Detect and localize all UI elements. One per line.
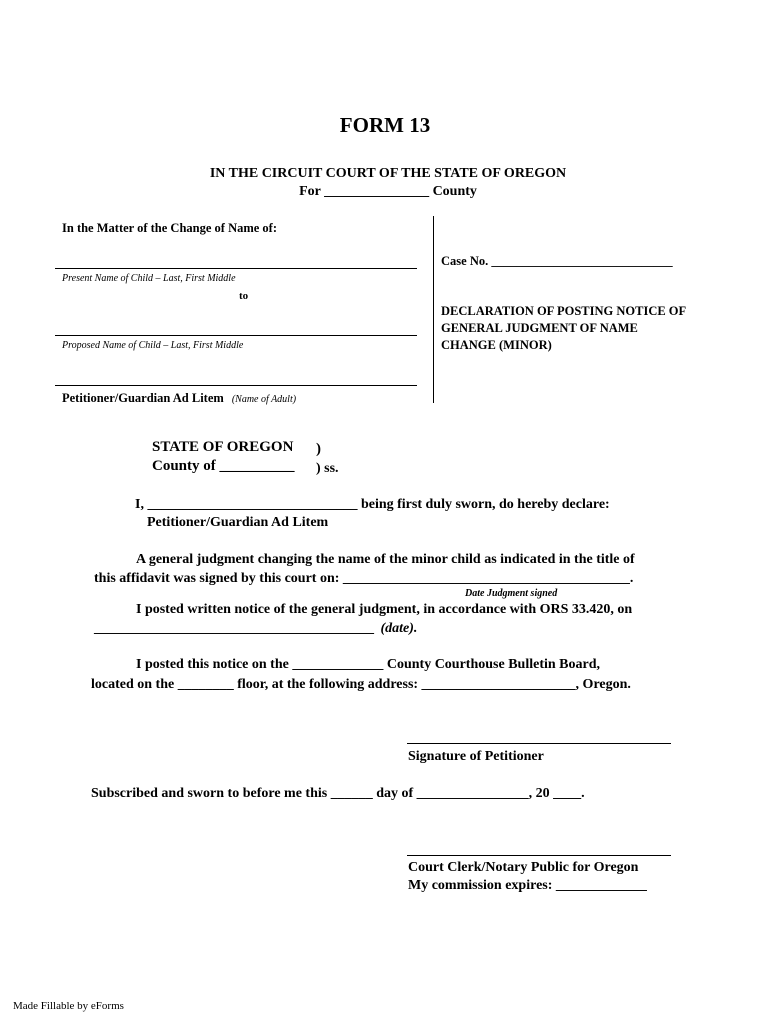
document-title-line-1: DECLARATION OF POSTING NOTICE OF	[441, 304, 687, 318]
present-name-field[interactable]	[55, 268, 417, 269]
subscribed-line[interactable]: Subscribed and sworn to before me this ______ day of ________________, 20 ____.	[91, 786, 585, 801]
form-number-title: FORM 13	[339, 113, 431, 137]
venue-paren: )	[316, 441, 321, 457]
proposed-name-label: Proposed Name of Child – Last, First Middle	[62, 340, 244, 351]
court-heading: IN THE CIRCUIT COURT OF THE STATE OF OREGON	[209, 166, 567, 181]
paragraph-3-line-2[interactable]: located on the ________ floor, at the following address: ______________________, Oregon.	[91, 677, 631, 692]
clerk-signature-label: Court Clerk/Notary Public for Oregon	[408, 860, 639, 875]
paragraph-1-line-1: A general judgment changing the name of the minor child as indicated in the title of	[136, 552, 635, 567]
present-name-label: Present Name of Child – Last, First Middle	[62, 273, 236, 284]
declarant-label: Petitioner/Guardian Ad Litem	[147, 515, 329, 530]
declarant-line[interactable]: I, ______________________________ being first duly sworn, do hereby declare:	[135, 497, 610, 512]
matter-label: In the Matter of the Change of Name of:	[62, 221, 278, 235]
clerk-signature-line[interactable]	[407, 855, 671, 856]
petitioner-name-field[interactable]	[55, 385, 417, 386]
paragraph-2-line-2[interactable]	[94, 621, 417, 637]
posting-date-field[interactable]: ________________________________________	[94, 621, 374, 636]
paragraph-3-line-1[interactable]: I posted this notice on the _____________ County Courthouse Bulletin Board,	[136, 657, 600, 672]
venue-state: STATE OF OREGON	[152, 439, 294, 455]
caption-divider	[433, 216, 434, 403]
case-number-field[interactable]: Case No. _____________________________	[441, 254, 673, 268]
venue-ss: ) ss.	[316, 461, 339, 476]
county-heading[interactable]: For _______________ County	[299, 184, 477, 199]
petitioner-sublabel: (Name of Adult)	[231, 394, 297, 405]
date-label: (date).	[380, 621, 418, 636]
paragraph-1-line-2[interactable]: this affidavit was signed by this court on: _________________________________________.	[94, 571, 634, 586]
petitioner-signature-label: Signature of Petitioner	[408, 749, 544, 764]
commission-expires-field[interactable]: My commission expires: _____________	[408, 878, 647, 893]
petitioner-label: Petitioner/Guardian Ad Litem	[62, 391, 224, 405]
proposed-name-field[interactable]	[55, 335, 417, 336]
document-title-line-2: GENERAL JUDGMENT OF NAME	[441, 321, 638, 335]
date-judgment-label: Date Judgment signed	[465, 588, 558, 599]
petitioner-label-row	[62, 389, 296, 407]
paragraph-2-line-1: I posted written notice of the general judgment, in accordance with ORS 33.420, on	[136, 602, 633, 617]
document-title-line-3: CHANGE (MINOR)	[441, 338, 552, 352]
petitioner-signature-line[interactable]	[407, 743, 671, 744]
to-label: to	[239, 290, 249, 302]
made-fillable-footer: Made Fillable by eForms	[13, 1000, 124, 1012]
venue-county-field[interactable]: County of __________	[152, 458, 295, 474]
